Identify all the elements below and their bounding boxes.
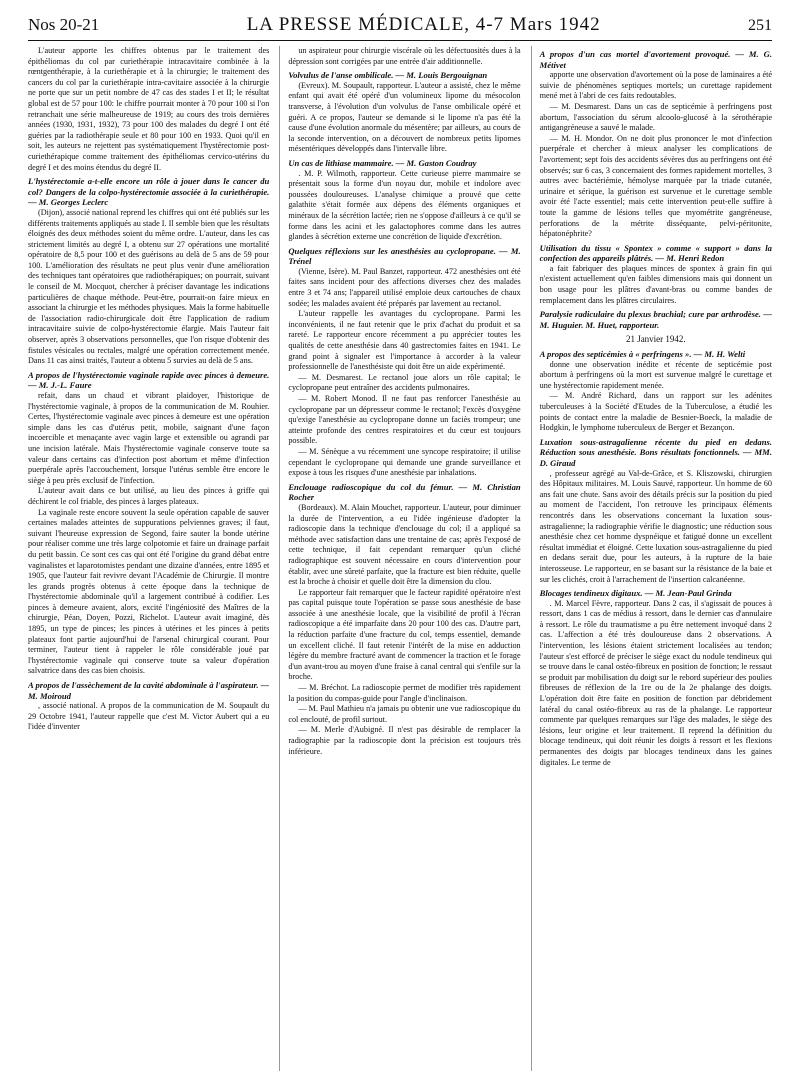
article-title <box>288 482 520 503</box>
article-title <box>288 70 520 81</box>
column-1 <box>28 46 269 1071</box>
paragraph: . M. Marcel Fèvre, rapporteur. Dans 2 cas, il s'agissait de pouces à ressort, dans 1 cas de médius à ressort, dans le dernier cas d'annulaire à ressort. Le rôle du traumatisme a pu être nettement invoqué dans 2 cas. L'affection a été très douloureuse dans 2 observations. A l'intervention, les lésions étaient strictement localisées au tendon; l'auteur s'est efforcé de préciser le siège exact du nodule tendineux qui se trouve dans le canal ostéo-fibreux en position de fonction; le ressaut se produit par mobilisation du doigt sur le rebord supérieur des poulies fibreuses de réflexion de la 1re ou de la 2e phalange des doigts. L'opération doit être faite en position de fonction par débridement latéral du canal ostéo-fibreux au ras de la phalange. Le rapporteur commente par quelques remarques sur l'âge des malades, le siège des lésions, leur origine et leur traitement. Il reprend la définition du blocage tendineux, qui doit réunir les doigts à ressort et les flexions permanentes des doigts par blocages tendineux dans les gaines digitales. Le terme de <box>539 598 772 767</box>
column-3 <box>531 46 772 1071</box>
article-author: M. Jean-Paul Grinda <box>655 588 732 599</box>
paragraph: — M. H. Mondor. On ne doit plus prononcer le mot d'infection puerpérale et chercher à mieux analyser les complications de l'avortement; sept fois des accidents sévères dus au perfringens ont été observés; sur 6 cas, 3 concernaient des formes rapidement mortelles, 3 autres avec bactériémie, hémolyse marquée par la triade cutanée, urinaire et sérique, la guérison est survenue et le curettage semble avoir été l'acte essentiel; mais cette intervention peut-elle suffire à toute la gamme de lésions telles que myométrite gangréneuse, perforations de la métrite disséquante, pelvi-péritonite, hépatonéphrite? <box>539 133 772 239</box>
paragraph: — M. André Richard, dans un rapport sur les adénites tuberculeuses à la Société d'Etudes de la Tuberculose, a étudié les points de contact entre la maladie de Besnier-Boeck, la maladie de Hodgkin, le lymphome tuberculeux de Berger et Bezançon. <box>539 391 772 433</box>
article-title-text: Paralysie radiculaire du plexus brachial; cure par arthrodèse. — <box>539 309 772 320</box>
article-author: M. Huguier <box>539 319 582 330</box>
article-columns <box>28 46 772 1071</box>
article-author: M. Henri Redon <box>666 253 725 264</box>
article-title <box>28 680 269 701</box>
article-author: M. Moiroud <box>28 690 71 701</box>
article-title-text: Un cas de lithiase mammaire. — <box>288 157 405 168</box>
article-title-text: Enclouage radioscopique du col du fémur. — <box>288 481 468 492</box>
article-title <box>540 437 772 469</box>
paragraph: (Bordeaux). M. Alain Mouchet, rapporteur. L'auteur, pour diminuer la durée de l'intervention, a eu l'idée ingénieuse d'adopter la radioscopie dans la technique d'enclouage du col; il a appliqué sa méthode avec satisfaction dans une trentaine de cas; après l'exposé de cette technique, il fait cependant remarquer qu'un cliché radiographique est souvent nécessaire en cours d'intervention pour établir, avec une sûreté parfaite, que la fracture est bien réduite, quelle est la broche à choisir et quelle doit être la dimension du clou. <box>288 502 521 587</box>
article-title <box>540 309 772 330</box>
article-author: M. Gaston Coudray <box>406 157 477 168</box>
paragraph: apporte une observation d'avortement où la pose de laminaires a été suivie de phénomènes septiques mortels; un curettage rapidement mené met à l'abri de ces faits redoutables. <box>539 70 772 101</box>
article-title <box>28 176 269 208</box>
article-author: M. Louis Bergouignan <box>406 70 488 81</box>
paragraph: — M. Desmarest. Le rectanol joue alors un rôle capital; le cyclopropane peut entraîner des accidents pulmonaires. <box>288 372 521 393</box>
article-title <box>540 49 772 70</box>
article-title <box>540 349 772 360</box>
article-title-text: Blocages tendineux digitaux. — <box>539 588 654 599</box>
column-2 <box>279 46 520 1071</box>
article-title-text: L'hystérectomie a-t-elle encore un rôle à jouer dans le cancer du col? Dangers de la colpo-hystérectomie associée à la curiethérapie. — <box>28 176 270 208</box>
article-byline: . M. Huet, rapporteur. <box>581 319 660 330</box>
page-number: 251 <box>748 17 772 34</box>
paragraph: donne une observation inédite et récente de septicémie post abortum à perfringens où la mort est survenue malgré le curettage et une hystérectomie rapidement menée. <box>539 359 772 390</box>
paragraph: La vaginale reste encore souvent la seule opération capable de sauver certaines malades atteintes de suppurations pelviennes graves; il faut, suivant l'heureuse expression de Segond, faire sauter la bonde utérine pour réaliser comme une très large colpotomie et faire un drainage parfait du petit bassin. Ce sont ces cas qui ont été l'origine du grand débat entre vaginalistes et laparotomistes pendant une dizaine d'années, entre 1895 et 1905, que l'auteur fait revivre devant l'Académie de Chirurgie. Il montre les grands progrès obtenus à cette époque dans la technique de l'hystérectomie abdominale qu'il a largement contribué à codifier. Les pinces à demeure avaient, alors, excité l'ingéniosité des Maîtres de la chirurgie, Péan, Doyen, Pozzi, Richelot. L'auteur avait imaginé, dès 1895, un type de pinces; les pinces à utérines et les pinces à petits plateaux font partie aujourd'hui de l'arsenal chirurgical courant. Pour terminer, l'auteur tient à rappeler le rôle considérable joué par l'hystérectomie vaginale qui conserve toute sa valeur d'opération salvatrice dans des cas bien choisis. <box>28 507 270 676</box>
article-title <box>540 243 772 264</box>
article-title-text: Quelques réflexions sur les anesthésies au cyclopropane. — <box>288 245 508 256</box>
paragraph: (Dijon), associé national reprend les chiffres qui ont été publiés sur les différents traitements appliqués au stade I. Il semble bien que les résultats éloignés des deux méthodes soient du même ordre. L'auteur, dans les cas strictement limités au degré I, a obtenu sur 27 opérations une mortalité opératoire de 8,5 pour 100 et des guérisons au delà de 5 ans de 59 pour 100. L'amélioration des résultats ne peut plus venir d'une amélioration des techniques tant opératoires que radiothérapiques; on pourrait, suivant le conseil de M. Mocquot, chercher à préciser davantage les indications particulières de chaque méthode. Peut-être, pourrait-on faire mieux en associant la chirurgie et les méthodes physiques. Mais la forme habituelle de l'association radio-chirurgicale doit être l'application de radium intracavitaire suivie de colpo-hystérectomie élargie. Mais l'auteur fait observer, après 3 observations personnelles, que l'on risque d'obtenir des fistules vésicales ou rectales, malgré une opération correctement menée. Dans 11 cas ainsi traités, l'auteur a obtenu 5 survies au delà de 5 ans. <box>28 207 270 366</box>
paragraph: refait, dans un chaud et vibrant plaidoyer, l'historique de l'hystérectomie vaginale, à propos de la communication de M. Rouhier. Certes, l'hystérectomie vaginale avec pinces à demeure est une opération simple dans les cas d'utérus petit, mobile, saignant d'une façon incoercible et menaçante avec vagin large et extensible ou agrandi par une incision latérale. Mais l'hystérectomie vaginale conserve toute sa valeur dans certains cas d'infection post abortum et même d'infection puerpérale après l'accouchement, lorsque l'utérus semble être encore le siège à peu près exclusif de l'infection. <box>28 391 270 485</box>
article-title-text: Utilisation du tissu « Spontex » comme « support » dans la confection des appareils plâtrés. — <box>539 242 772 264</box>
issue-number: Nos 20-21 <box>28 15 100 34</box>
article-title-text: Volvulus de l'anse ombilicale. — <box>288 70 405 81</box>
article-title <box>288 246 520 267</box>
paragraph: — M. Desmarest. Dans un cas de septicémie à perfringens post abortum, l'association du sérum alcoolo-glucosé à la sérothérapie antigangréneuse a sauvé le malade. <box>539 101 772 133</box>
article-author: M. H. Welti <box>704 349 746 360</box>
article-title-text: A propos des septicémies à « perfringens ». — <box>539 349 703 360</box>
article-title-text: A propos d'un cas mortel d'avortement provoqué. — <box>539 49 744 59</box>
paragraph: L'auteur rappelle les avantages du cyclopropane. Parmi les inconvénients, il ne faut retenir que le prix d'achat du produit et sa rareté. Le rapporteur encore récemment a pu apprécier toutes les qualités de cette anesthésie dans 40 gastrectomies faites en 1941. Le grand point à signaler est l'importance à accorder à la valeur professionnelle de l'anesthésiste qui doit être un aide expérimenté. <box>288 309 521 372</box>
article-author: M. Trénel <box>288 245 521 267</box>
article-title <box>28 370 269 391</box>
article-author: M. Christian Rocher <box>288 481 521 503</box>
article-title-text: A propos de l'assèchement de la cavité abdominale à l'aspirateur. — <box>28 680 270 691</box>
article-title <box>540 588 772 599</box>
paragraph: (Vienne, Isère). M. Paul Banzet, rapporteur. 472 anesthésies ont été faites sans incident pour des affections diverses chez des malades entre 3 et 74 ans; l'appareil utilisé emploie deux cartouches de chaux sodée; les malades avaient été préparés par lavement au rectanol. <box>288 266 521 308</box>
paragraph: , associé national. A propos de la communication de M. Soupault du 29 Octobre 1941, l'auteur rappelle que c'est M. Victor Aubert qui a eu l'idée d'inventer <box>28 701 270 732</box>
paragraph: — M. Sénèque a vu récemment une syncope respiratoire; il utilise cependant le cyclopropane qui demande une grande surveillance et expose à tous les risques d'une anesthésie par inhalations. <box>288 446 521 478</box>
article-title-text: A propos de l'hystérectomie vaginale rapide avec pinces à demeure. — <box>28 369 270 391</box>
paragraph: L'auteur avait dans ce but utilisé, au lieu des pinces à griffe qui déchirent le col friable, des pinces à larges plateaux. <box>28 486 270 506</box>
paragraph: — M. Robert Monod. Il ne faut pas renforcer l'anesthésie au cyclopropane par un dépresseur comme le rectanol; l'excès d'oxygène qu'exige l'anesthésie au cyclopropane donne un faciès trompeur; une atteinte profonde des centres respiratoires et du cœur est toujours possible. <box>288 394 521 446</box>
article-title-text: Luxation sous-astragalienne récente du pied en dedans. Réduction sous anesthésie. Bons résultats fonctionnels. — <box>539 436 772 458</box>
paragraph: — M. Merle d'Aubigné. Il n'est pas désirable de remplacer la radiographie par la radioscopie dont la précision est toujours très inférieure. <box>288 725 521 756</box>
article-author: M. G. Métivet <box>539 49 772 70</box>
journal-title: LA PRESSE MÉDICALE, 4-7 Mars 1942 <box>246 14 601 35</box>
article-author: MM. D. Giraud <box>539 447 772 468</box>
page-header <box>28 14 772 41</box>
paragraph: . M. P. Wilmoth, rapporteur. Cette curieuse pierre mammaire se présentait sous la forme d'un noyau dur, mobile et indolore avec poussées douloureuses. L'analyse chimique a prouvé que cette galathite s'était formée aux dépens des éléments organiques et minéraux de la sécrétion lactée; rien ne s'oppose d'ailleurs à ce qu'il se forme dans les acini et les galactophores comme dans les autres glandes à sécrétion externe une concrétion de liquide d'excrétion. <box>288 168 521 242</box>
paragraph: — M. Bréchot. La radioscopie permet de modifier très rapidement la position du compas-guide pour l'angle d'inclinaison. <box>288 683 521 703</box>
paragraph: Le rapporteur fait remarquer que le facteur rapidité opératoire n'est pas capital puisque toute l'opération se passe sous anesthésie de base associée à une anesthésie locale, que la visibilité de profil à l'écran radioscopique a été imparfaite dans 20 pour 100 des cas. D'autre part, la réduction parfaite d'une fracture du col, temps essentiel, demande un excellent cliché. Il faut retenir l'intérêt de la mise en adduction légère du membre fracturé avant de commencer la traction et le forage d'un avant-trou au moyen d'une fraise à canal central qui s'enfile sur la broche. <box>288 587 521 682</box>
paragraph: a fait fabriquer des plaques minces de spontex à grain fin qui n'existent actuellement qu'en faibles dimensions mais qui donnent un bon usage pour les plâtres d'avant-bras ou comme bandes de remplacement dans les plâtres circulaires. <box>539 263 772 305</box>
paragraph: un aspirateur pour chirurgie viscérale où les défectuosités dues à la dépression sont corrigées par une entrée d'air additionnelle. <box>288 46 521 66</box>
article-author: M. J.-L. Faure <box>38 380 92 391</box>
article-title <box>288 158 520 169</box>
paragraph: , professeur agrégé au Val-de-Grâce, et S. Kliszowski, chirurgien des Hôpitaux militaires. M. Louis Sauvé, rapporteur. Un homme de 60 ans fait une chute. Sans avoir des détails précis sur la position du pied au moment de l'accident, l'on retrouve les principaux éléments rencontrés dans les observations concernant la luxation sous-astragalienne; la radiographie vérifie le diagnostic; une réduction sous anesthésie chez cet homme dyspnéique et fatigué donne un excellent résultat immédiat et éloigné. Cette luxation sous-astragalienne du pied en dedans serait due, pour les auteurs, à la rupture de la baie interosseuse. Le rapporteur, en se basant sur la résistance de la baie et sur les clichés, croit à l'arrachement de l'insertion calcanéenne. <box>539 468 772 584</box>
article-author: M. Georges Leclerc <box>38 197 109 208</box>
session-date: 21 Janvier 1942. <box>625 334 686 345</box>
paragraph: (Evreux). M. Soupault, rapporteur. L'auteur a assisté, chez le même enfant qui avait été opéré d'un volumineux lipome du mésocolon transverse, à l'évolution d'un volvulus de l'anse ombilicale opéré et guéri. A ce propos, l'auteur se demande si le lipome n'a pas été la cause d'une évolution anormale du mésentère; par ailleurs, au cours de la seconde intervention, on a découvert de nombreux petits lipomes mésentériques développés dans l'intervalle libre. <box>288 80 521 154</box>
paragraph: L'auteur apporte les chiffres obtenus par le traitement des épithéliomas du col par curiethérapie intracavitaire combinée à la rœntgenthérapie, à la curiethérapie et à la chirurgie; le traitement des cancers du col par la curiethérapie intra-cavitaire associée à la chirurgie ne porte que sur un petit nombre de 47 cas des stades I et II; le résultat global est de 57 pour 100: le chiffre pourrait monter à 70 pour 100 si l'on retranchait une série malheureuse de 1919; au cours des trois dernières années (1930, 1931, 1932), 73 pour 100 des malades du degré I ont été guéries par la radiothérapie seule et 80 pour 100 en 1933. Quoi qu'il en soit, les auteurs ne rejettent pas systématiquement l'hystérectomie post-curiethérapique comme traitement des épithéliomas cervico-utérins du degré I et des moins étendus du degré II. <box>28 46 270 172</box>
paragraph: — M. Paul Mathieu n'a jamais pu obtenir une vue radioscopique du col enclouté, de profil surtout. <box>288 704 521 724</box>
